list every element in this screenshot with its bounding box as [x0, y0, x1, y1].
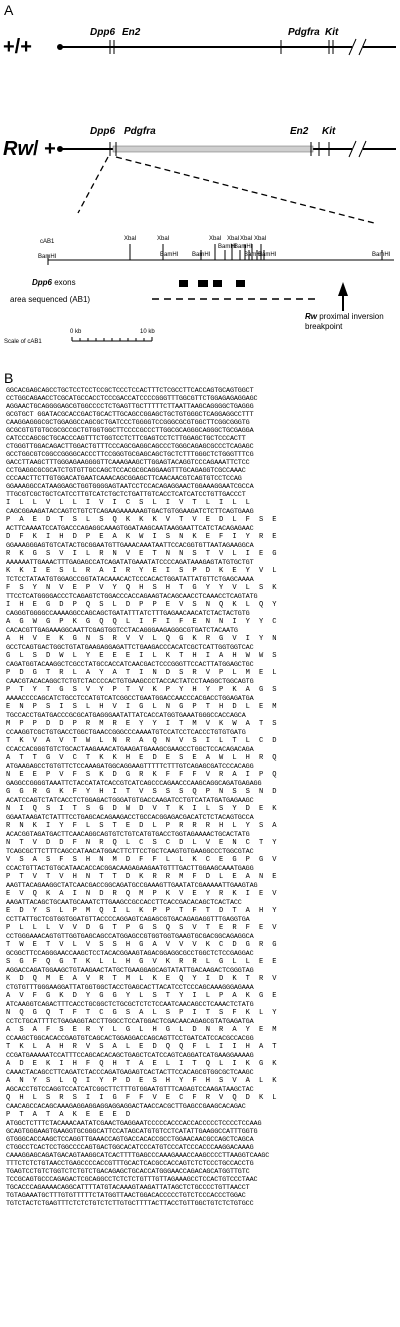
utr5-line: CTGGGTTGGACAGACTTGGACTGTTTCCCAGCGAGGCAGCCCTGGGCAGAGCGCCCTCAGAGC — [6, 443, 254, 451]
scale-end: 10 kb — [140, 329, 155, 335]
zoom-line-right — [116, 157, 374, 223]
nucleotide-line: GGAAAGGGAGTGTCATACTGCGGAATGTTGAAACAAATAATTCCACGGTGTTAATAGAAGGCA — [6, 542, 254, 550]
breakpoint-label — [305, 312, 384, 332]
wt-gene-kit: Kit — [325, 27, 339, 38]
utr3-line: ATGGCTCTTTCTACAAACAATATCGAACTGAGGAATCCCCCACCCACCACCCCCTCCCCTCCAAG — [6, 1120, 262, 1128]
breakpoint-gene: Rw — [305, 312, 317, 321]
nucleotide-line: AAGATTACAGCTGCAATGCAAATCTTGAAGCCGCCACCTTCACCGACACAGCTCACTACC — [6, 899, 242, 907]
nucleotide-line: CCAAGGTCGCTGTGACCTGGCTGAACCGGGCCCAAAATGTCCATCCTCACCCTGTGTGATG — [6, 729, 246, 737]
amino-acid-line: E V Q K A I N D R Q M P K V E Y R K I E V — [6, 890, 279, 898]
nucleotide-line: AAGTTACAGAAGGCTATCAACGACCGGCAGATGCCGAAAGTTGAATATCGAAAAATTGAAGTAG — [6, 882, 258, 890]
nucleotide-line: CCACCACGGGTGTCTGCACTAAGAAACATGAAGATGAAAGCGAAGCCTGGCTCCACAGACAGA — [6, 746, 254, 754]
utr3-line: TGCACCCAGAAAACAGGCATTTTATGTACAAAGTAAGATTATAGCTCTGCCCCTGTTAACCT — [6, 1184, 250, 1192]
amino-acid-line: A V F G K D Y G G Y L S T Y I L P A K G E — [6, 992, 279, 1000]
nucleotide-line: CCTCTGCATTTTCTGAGAGGTACCTTGGCCTCCATGGACTCGACAACAGAGCGTATGAGATGA — [6, 1018, 254, 1026]
site-10: BamHI — [244, 252, 263, 258]
utr5-line: CAAGGAGGGCGCTGGAGGCCAGCGCTGATCCCTGGGGTCCGGGCGCGTGGCTTCGGCGGGTG — [6, 419, 250, 427]
amino-acid-line: A S A F S E R Y L G L H G L D N R A Y E M — [6, 1026, 279, 1034]
amino-acid-line: N I Q S I T S G D W D V T K I L S Y D E K — [6, 805, 279, 813]
nucleotide-line: AAAAAATTGAAACTTTGAGAGCCATCAGATATGAAATATCCCCAGATAAAGAGTATGTGCTGT — [6, 559, 254, 567]
nucleotide-line: CACACGTTGAGAAAGGCAATTCGAGTGGTCCTACAGGGAAGAGGGCGTGATCTACAATG — [6, 627, 238, 635]
site-11: XbaI — [254, 236, 267, 242]
amino-acid-line: P L L L V V D G T P G S Q S V T E R F E V — [6, 924, 279, 932]
amino-acid-line: A N Y S L Q I Y P D E S H Y F H S V A L K — [6, 1077, 279, 1085]
site-8: BamHI — [234, 244, 253, 250]
amino-acid-line: N T V D D F N R Q L C S C D L V E N C T Y — [6, 839, 279, 847]
amino-acid-line: A T T G V C T K K H E D E S E A W L H R Q — [6, 754, 279, 762]
site-4: BamHI — [192, 252, 211, 258]
utr5-line: GCGCGTGTGTGCGCGCCGCTGTGGTGGCTTCCCCGCCCTTGGCGCAGGGCAGGGCTGCGAGGA — [6, 427, 254, 435]
amino-acid-line: R K G S V I L R N V E T N N S T V L I E G — [6, 550, 279, 558]
nucleotide-line: CAAACTACAGCCTTCAGATCTACCCAGATGAGAGTCACTACTTCCACAGCGTGGCGCTCAAGC — [6, 1069, 254, 1077]
nucleotide-line: TCAGCGCTTCTTTCAGCCATAACATGGACTTCTTCCTGCTCAAGTGTGAAGGCCCTGGCGTAC — [6, 848, 254, 856]
amino-acid-line: E N P S I S L H V I G L N G P T H D L E M — [6, 703, 279, 711]
site-5: XbaI — [209, 236, 222, 242]
site-1: XbaI — [124, 236, 137, 242]
zoom-line-left — [78, 157, 108, 213]
amino-acid-line: P T V T V H N T T D K R R M F D L E A N E — [6, 873, 279, 881]
utr3-line: TGTCTACTCTGAGTTTCTCTCTGTCTCTTGTGCTTTTACTTACCTGTTGGCTGTCTCTGTGCC — [6, 1200, 254, 1208]
amino-acid-line: P T Y T G S V Y P T V K P Y H Y P K A G S — [6, 686, 279, 694]
site-13: BamHI — [372, 252, 391, 258]
rw-gene-kit: Kit — [322, 126, 336, 137]
wt-gene-pdgfra: Pdgfra — [288, 27, 320, 38]
utr5-line: GCCTGGCGTCGGCCGGGGCACCCTTCCGGGTGCGAGCAGCTGCTCTTTGGGCTCTGGGTTTCG — [6, 451, 254, 459]
nucleotide-line: TCTCCTATAATGTGGAGCCGGTATACAAACACTCCCACACTGGATATTATGTTCTGAGCAAAA — [6, 576, 254, 584]
utr5-line: GGCACGAGCAGCCTGCTCCTCCTCCGCTCCCTCCACTTTCTCGCCTTCACCAGTGCAGTGGCT — [6, 387, 254, 395]
amino-acid-line: A D E K I H F Q H T A E L I T Q L I K G K — [6, 1060, 279, 1068]
site-2: XbaI — [157, 236, 170, 242]
breakpoint-line2: breakpoint — [305, 322, 343, 331]
utr3-line: TCCGCAGTGCCCAGAGACTCGCAGGCCTCTCTCTGTTTGTTAGAAAGCCTCCACTGTCCCTAAC — [6, 1176, 258, 1184]
wt-gene-en2: En2 — [122, 27, 141, 38]
nucleotide-line: ATCAAGGTCAGACTTTCACCTGCGGCTCTGCGCTCTCTCCAATCAACAGCCTCAAACTCTATG — [6, 1001, 254, 1009]
site-0: BamHI — [38, 254, 57, 260]
nucleotide-line: ATGAAGAGCCTGTGTTCTCCAAAGATGGCAGGAAGTTTTTCTTTGTCAGAGCGATCCCACAGG — [6, 763, 254, 771]
utr5-line: CATCCCAGCGCTGCACCCAGTTTCTGGTCCTCTTCGAGTCCTCTTGGAGCTGCTCCCACTT — [6, 435, 246, 443]
nucleotide-line: AGGACCAGATGGAAGCTGTAAGAACTATGCTGAAGGAGCAGTATATTGACAAGACTCGGGTAG — [6, 967, 254, 975]
amino-acid-line: I L L V L L I V I C S L I V T L I L L — [6, 499, 253, 507]
site-3: BamHI — [160, 252, 179, 258]
amino-acid-line: M P P D D P R M R E Y Y I T M V K W A T S — [6, 720, 279, 728]
panel-a-label: A — [4, 2, 14, 18]
clone-label: cAB1 — [40, 239, 55, 245]
nucleotide-line: TGCCACCTGATGACCCGCGCATGAGGGAATATTATCACCATGGTGAAATGGGCCACCAGCA — [6, 712, 246, 720]
amino-acid-line: T K L A H R V S A L E D Q Q F L I I H A T — [6, 1043, 279, 1051]
amino-acid-line: A H V E K G N S R V V L Q G K R G V I Y N — [6, 635, 279, 643]
nucleotide-line: ACTTCAAAATCCATGACCCAGAGGCAAAGTGGATAAGCAATAAGGAATTCATCTACAGAGAAC — [6, 525, 254, 533]
three-prime-utr — [6, 1120, 396, 1208]
amino-acid-line: P A E D T S L S Q K K K V T V E D L F S E — [6, 516, 279, 524]
nucleotide-line: CCTTATTGCTCGTGGTGGATGTTACCCCAGGAGTCAGAGCGTGACAGAGAGGTTTGAGGTGA — [6, 916, 250, 924]
rw-genotype-rest: / + — [33, 138, 56, 160]
nucleotide-line: CAGGGTGGGGCCAAAAGGCCAGCAGCTGATATTTATCTTTGAGAACAACATCTACTACTGTG — [6, 610, 250, 618]
rw-gene-pdgfra: Pdgfra — [124, 126, 156, 137]
utr5-line: CCTGAGGCGCGCATCTGTGTTGCCAGCTCCACGCGCAGGAAGTTTGCAGAGGTCGCCAAAC — [6, 467, 246, 475]
utr3-line: GTGGGCACCAAGCTCCAGGTTGAAACCAGTGACCACACCGCCTGGAACAACGCCAGCTCAGCA — [6, 1136, 254, 1144]
wt-genotype: +/+ — [3, 36, 32, 58]
exons-gene: Dpp6 — [32, 278, 52, 287]
sequence-panel — [6, 387, 396, 1208]
exon-3 — [213, 280, 222, 287]
amino-acid-line: P D G T R L A Y A T I N D S R V P L M E L — [6, 669, 279, 677]
nucleotide-line: CAACAGCCACAGCAAAGAGGAGGAGGAGGAGGACTAACCACGCTTGAGCCGAAGCACAGAC — [6, 1103, 246, 1111]
utr3-line: TGTAGAAATGCTTTGTGTTTTTCTATGGTTAACTGGACACCCCCTGTCTCCCACCCTGGAC — [6, 1192, 246, 1200]
amino-acid-line: Q H L S R S I I G F F V E C F R V Q D K L — [6, 1094, 279, 1102]
utr3-line: TGAGTCCTGTCTGGTCTCTGTCTGACAGAGCTGCACCATGGGAACCAGACAGCATGGTTGTC — [6, 1168, 250, 1176]
scale-label: Scale of cAB1 — [4, 339, 42, 345]
scale-start: 0 kb — [70, 329, 82, 335]
nucleotide-line: CCTGGGAAACAGTGTTGGTGAGCAGCCATGGAGCCGTGGTGGTGAAGTGCGACGGCAGAGGCA — [6, 933, 254, 941]
five-prime-utr — [6, 387, 396, 483]
nucleotide-line: GAGGCCGGGGTAAATTCTACCATATCACCGTCATCAGCCCAGAACCCAAGCAGGCAGATGAGAGG — [6, 780, 262, 788]
exon-2 — [198, 280, 208, 287]
nucleotide-line: CCGATGAAAAATCCATTTCCAGCACACAGCTGAGCTCATCCAGTCAGGATCATGAAGGAAAAG — [6, 1052, 254, 1060]
exons-label — [32, 278, 76, 287]
panel-b-label: B — [4, 370, 14, 386]
amino-acid-line: G L S D W L Y E E E I L K T H I A H W W S — [6, 652, 279, 660]
inverted-segment — [113, 146, 313, 152]
amino-acid-line: R N K I Y F L S T E D L P R R R H L Y S A — [6, 822, 279, 830]
wt-gene-dpp6: Dpp6 — [90, 27, 115, 38]
amino-acid-line: I H E G D P Q S L D P P E V S N Q K L Q Y — [6, 601, 279, 609]
utr5-line: AGGAACTGCAGGGGAGCGTGGCCCCTCTGAGTTGCTTTTTCTTAATTAAGCAGGGGCTGAGGG — [6, 403, 254, 411]
nucleotide-line: ACACGGTAGATGACTTCAACAGGCAGTGTCTGTCATGTGACCTGGTAGAAAACTGCACTATG — [6, 831, 250, 839]
nucleotide-line: CAGCGGAAGATACCAGTCTGTCTCAGAAGAAAAAAGTGACTGTGGAAGATCTCTTCAGTGAAG — [6, 508, 254, 516]
amino-acid-line: S G F Q G T K L L H G V K R R L G L L E E — [6, 958, 279, 966]
nucleotide-line: CTGTGTTTGGGAAGGATTATGGTGGCTACCTGAGCACTTACATCCTCCCAGCAAAGGGAGAAA — [6, 984, 254, 992]
site-7: XbaI — [227, 236, 240, 242]
nucleotide-line: TTGCGTCGCTGCTCATCCTTGTCATCTGCTCTGATTGTCACCTCATCATCCTGTTGACCCT — [6, 491, 246, 499]
amino-acid-line: D F K I H D P E A K W I S N K E F I Y R E — [6, 533, 279, 541]
breakpoint-line1: proximal inversion — [319, 312, 384, 321]
rw-gene-dpp6: Dpp6 — [90, 126, 115, 137]
nucleotide-line: CAGATGGTACAAGGCTCGCCTATGCCACCATCAACGACTCCCGGGTTCCACTTATGGAGCTGC — [6, 661, 254, 669]
exon-4 — [236, 280, 245, 287]
utr3-line: GCAGTGGGAAGTGAAGGTGCGGGCATTCCATAGCATGTGTCCTCATATTGAAGGCCATTTGGTG — [6, 1128, 258, 1136]
rw-genotype — [3, 138, 56, 161]
utr3-line: CTGGCCTCACTCCTGGCCCCAGTGACTGGCACATCCCATGTCCCATCCCACCCAAGGACAAAG — [6, 1144, 254, 1152]
amino-acid-line: P T A T A K E E E D — [6, 1111, 133, 1119]
nucleotide-line: CCAAGCTGGCACACCGAGTGTCAGCACTGGAGGACCAGCAGTTCCTGATCATCCACGCCACGG — [6, 1035, 254, 1043]
amino-acid-line: N Q G Q T F T C G S A L S P I T S F K L Y — [6, 1009, 279, 1017]
nucleotide-line: GCGGCTTCCAGGGAACCAAGCTCCTACACGGAAGTAGACGGAGGCGCCTGGCTCTCCGAGGAC — [6, 950, 254, 958]
amino-acid-line: K D Q M E A V R T M L K E Q Y I D K T R V — [6, 975, 279, 983]
amino-acid-line: K K I E S L R A I R Y E I S P D K E Y V L — [6, 567, 279, 575]
utr3-line: CAAAGGAGCAGATGACAGTAAGGCATCACTTTTGAGCCCAAAGAAACCAAGCCCCTTAAGGTCAAGC — [6, 1152, 270, 1160]
amino-acid-line: V S A S F S H N M D F F L L K C E G P G V — [6, 856, 279, 864]
utr5-line: GACCTTAAGCTTTGGGAGAAGGGGTTCAAAGAAGCTTGGAGTACAGGTCCCAGAAATTCTCC — [6, 459, 250, 467]
nucleotide-line: TTCCTCATGGGGACCCTCAGAGTCTGGACCCACCAGAAGTACAGCAACCTCAAACCTCAGTATG — [6, 593, 258, 601]
site-6: BamHI — [218, 244, 237, 250]
nucleotide-line: ACATCCAGTCTATCACCTCTGGAGACTGGGATGTGACCAAGATCCTGTCATATGATGAGAAGC — [6, 797, 254, 805]
nucleotide-line: AAAACCCCAGCATCTGCCTCCATGTCATCGGCCTGAATGGACCAACCCACGACCTGGAGATGA — [6, 695, 254, 703]
nucleotide-line: GGAATAAGATCTATTTCCTGAGCACAGAAGACCTGCCACGGAGACGACATCTCTACAGTGCCA — [6, 814, 254, 822]
exons-suffix: exons — [54, 278, 76, 287]
rw-centromere — [57, 146, 63, 152]
utr3-line: TTTCTCTCTGTAACCTGAGCCCCACCGTTTGCACTCACGCCACCAGTCTCTCCCTGCCACCTG — [6, 1160, 254, 1168]
amino-acid-line: N E E P V F S K D G R K F F F V R A I P Q — [6, 771, 279, 779]
exon-1 — [179, 280, 188, 287]
utr5-line: CCCAACTTCTTGTGGACATGAATCAAACAGCGGAGCTTCAACAACGTCAGTGTCCTCCAG — [6, 475, 242, 483]
amino-acid-line: T W E T V L V S S H G A V V V K C D G R G — [6, 941, 279, 949]
amino-acid-line: A G W G P K G Q Q L I F I F E N N I Y Y C — [6, 618, 279, 626]
nucleotide-line: CAACGTACACAGGCTCTGTCTACCCCACTGTGAAGCCCTACCACTATCCTAAGGCTGGCAGTG — [6, 678, 254, 686]
amino-acid-line: T K V A V T W L N R A Q N V S I L T L C D — [6, 737, 279, 745]
amino-acid-line: G G R G K F Y H I T V S S S Q P N S S N D — [6, 788, 279, 796]
coding-sequence — [6, 483, 396, 1120]
rw-gene-en2: En2 — [290, 126, 309, 137]
nucleotide-line: AGCACCTGTCCAGGTCCATCATCGGCTTCTTTGTGGAATGTTTCAGAGTCCAAGATAAGCTAC — [6, 1086, 254, 1094]
nucleotide-line: GGAAAGGCCATAAGGAGCTGGTGGGGAGTAATCCTCCACAGAGGAACTGGAAAGGAATCGCCA — [6, 483, 254, 491]
nucleotide-line: GCCTCAGTGACTGGCTGTATGAAGAGGAGATTCTGAAGACCCACATCGCTCATTGGTGGTCAC — [6, 644, 254, 652]
site-12: BamHI — [258, 252, 277, 258]
utr5-line: GCGTGCT GGATACGCACCGACTGCACTTGCAGCCGGAGCTGCTGTGGGCTCAGGAGGCCTTT — [6, 411, 254, 419]
wt-centromere — [57, 44, 63, 50]
amino-acid-line: F S Y N V E P V Y Q H S H T G Y Y V L S K — [6, 584, 279, 592]
utr5-line: CCTGGCAGAACCTCGCATGCCACCTCCCGACCATCCCCGGGTTTGGCGTTCTGGAGAGAGGAGC — [6, 395, 258, 403]
nucleotide-line: CCACTGTTACTGTGCATAACACCACGGACAAGAGAAGAATGTTTGACTTGGAAGCAAATGAGG — [6, 865, 254, 873]
rw-genotype-allele: Rw — [3, 138, 33, 160]
amino-acid-line: E D Y S L P M Q I L K P P T F T D T A H Y — [6, 907, 279, 915]
area-sequenced-label: area sequenced (AB1) — [10, 295, 91, 304]
site-9: XbaI — [240, 236, 253, 242]
